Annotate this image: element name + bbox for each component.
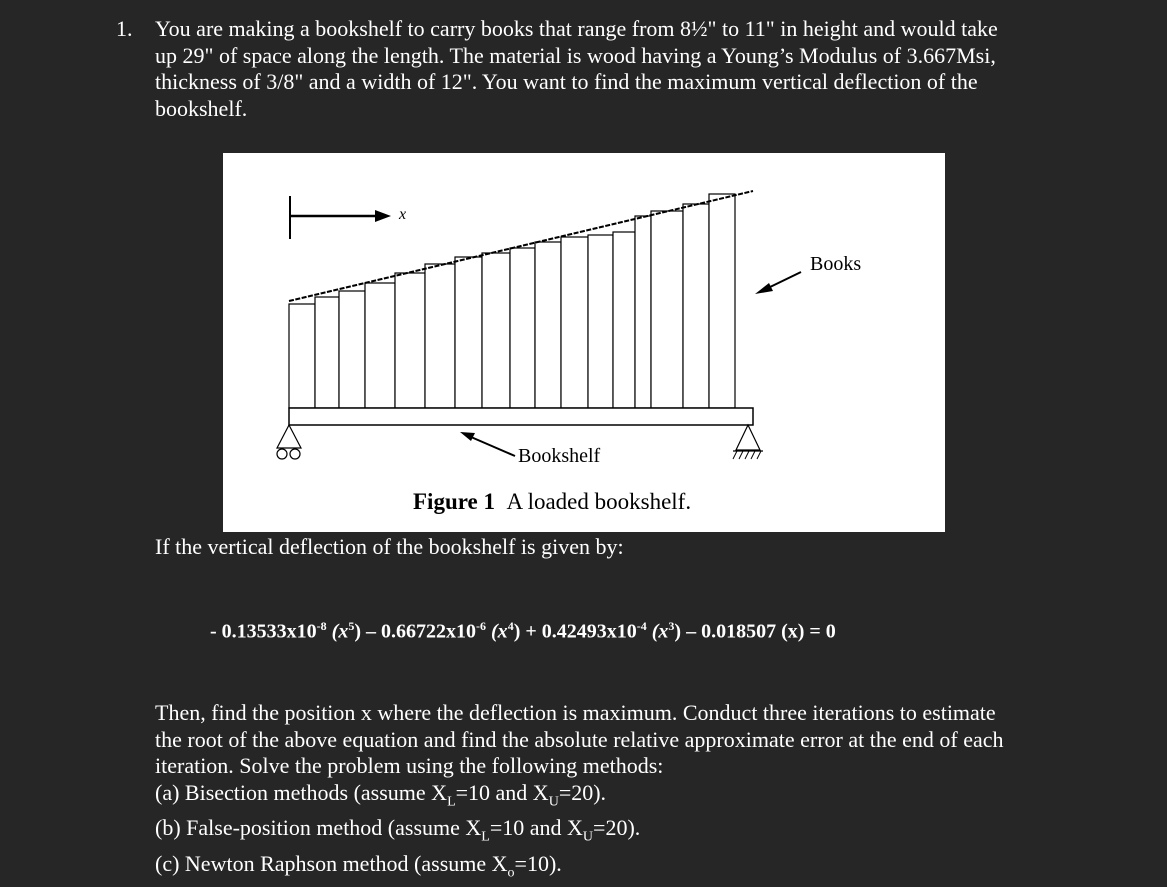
ground-hatch bbox=[733, 451, 761, 459]
x-arrow-head bbox=[375, 210, 391, 222]
problem-intro bbox=[155, 16, 1095, 122]
problem-number: 1. bbox=[116, 16, 133, 41]
book bbox=[635, 216, 651, 408]
intro-line: thickness of 3/8" and a width of 12". You want to find the maximum vertical deflection of the bbox=[155, 69, 978, 94]
book bbox=[561, 237, 588, 408]
intro-line: up 29" of space along the length. The material is wood having a Young’s Modulus of 3.667Msi, bbox=[155, 42, 996, 68]
lead-text: If the vertical deflection of the bookshelf is given by: bbox=[155, 534, 624, 559]
book bbox=[510, 248, 535, 408]
book bbox=[588, 235, 613, 408]
intro-line: bookshelf. bbox=[155, 95, 248, 121]
instruction-line: iteration. Solve the problem using the following methods: bbox=[155, 753, 664, 778]
book bbox=[709, 194, 735, 408]
book bbox=[365, 283, 395, 408]
book bbox=[613, 232, 635, 408]
right-support bbox=[736, 425, 760, 450]
deflection-equation: - $0.13533x10^{-8}$ $(x^5) - 0.66722x10^{-6}$ $(x^4) + 0.42493x10^{-4}$ $(x^3) - 0.018507$ (x) = 0 bbox=[210, 619, 836, 643]
method-option-c: (c) Newton Raphson method (assume $X_o=10$). bbox=[155, 851, 562, 881]
book bbox=[315, 297, 339, 408]
bookshelf-arrow-head bbox=[460, 432, 475, 441]
instructions bbox=[155, 700, 1095, 887]
x-axis-label: x bbox=[399, 206, 407, 223]
left-support bbox=[277, 425, 301, 448]
book bbox=[339, 291, 365, 408]
left-roller bbox=[290, 449, 300, 459]
intro-line: You are making a bookshelf to carry books that range from 8½" to 11" in height and would take bbox=[155, 16, 998, 41]
caption-number: Figure 1 bbox=[413, 489, 495, 514]
book bbox=[651, 211, 683, 408]
books-pointer-arrow bbox=[768, 272, 801, 288]
bookshelf-label: Bookshelf bbox=[518, 445, 601, 467]
caption-text: A loaded bookshelf. bbox=[506, 489, 692, 514]
book bbox=[425, 264, 455, 408]
book bbox=[535, 242, 561, 408]
shelf-board bbox=[289, 408, 753, 425]
bookshelf-figure bbox=[223, 153, 945, 532]
book bbox=[395, 273, 425, 408]
books-arrow-head bbox=[755, 283, 773, 294]
instruction-line: Then, find the position x where the deflection is maximum. Conduct three iterations to estimate bbox=[155, 700, 996, 725]
books-label: Books bbox=[810, 253, 862, 275]
book bbox=[482, 253, 510, 408]
book bbox=[289, 304, 315, 408]
books-group bbox=[289, 194, 735, 408]
instruction-line: the root of the above equation and find the absolute relative approximate error at the end of each bbox=[155, 726, 1004, 752]
left-roller bbox=[277, 449, 287, 459]
book bbox=[683, 204, 709, 408]
book bbox=[455, 257, 482, 408]
figure-caption bbox=[413, 489, 691, 515]
bookshelf-pointer-arrow bbox=[471, 437, 515, 456]
bookshelf-diagram bbox=[223, 153, 945, 532]
method-option-a: (a) Bisection methods (assume $X_L=10$ and $X_U=20$). bbox=[155, 779, 607, 809]
method-option-b: (b) False-position method (assume $X_L=10$ and $X_U=20$). bbox=[155, 815, 641, 845]
